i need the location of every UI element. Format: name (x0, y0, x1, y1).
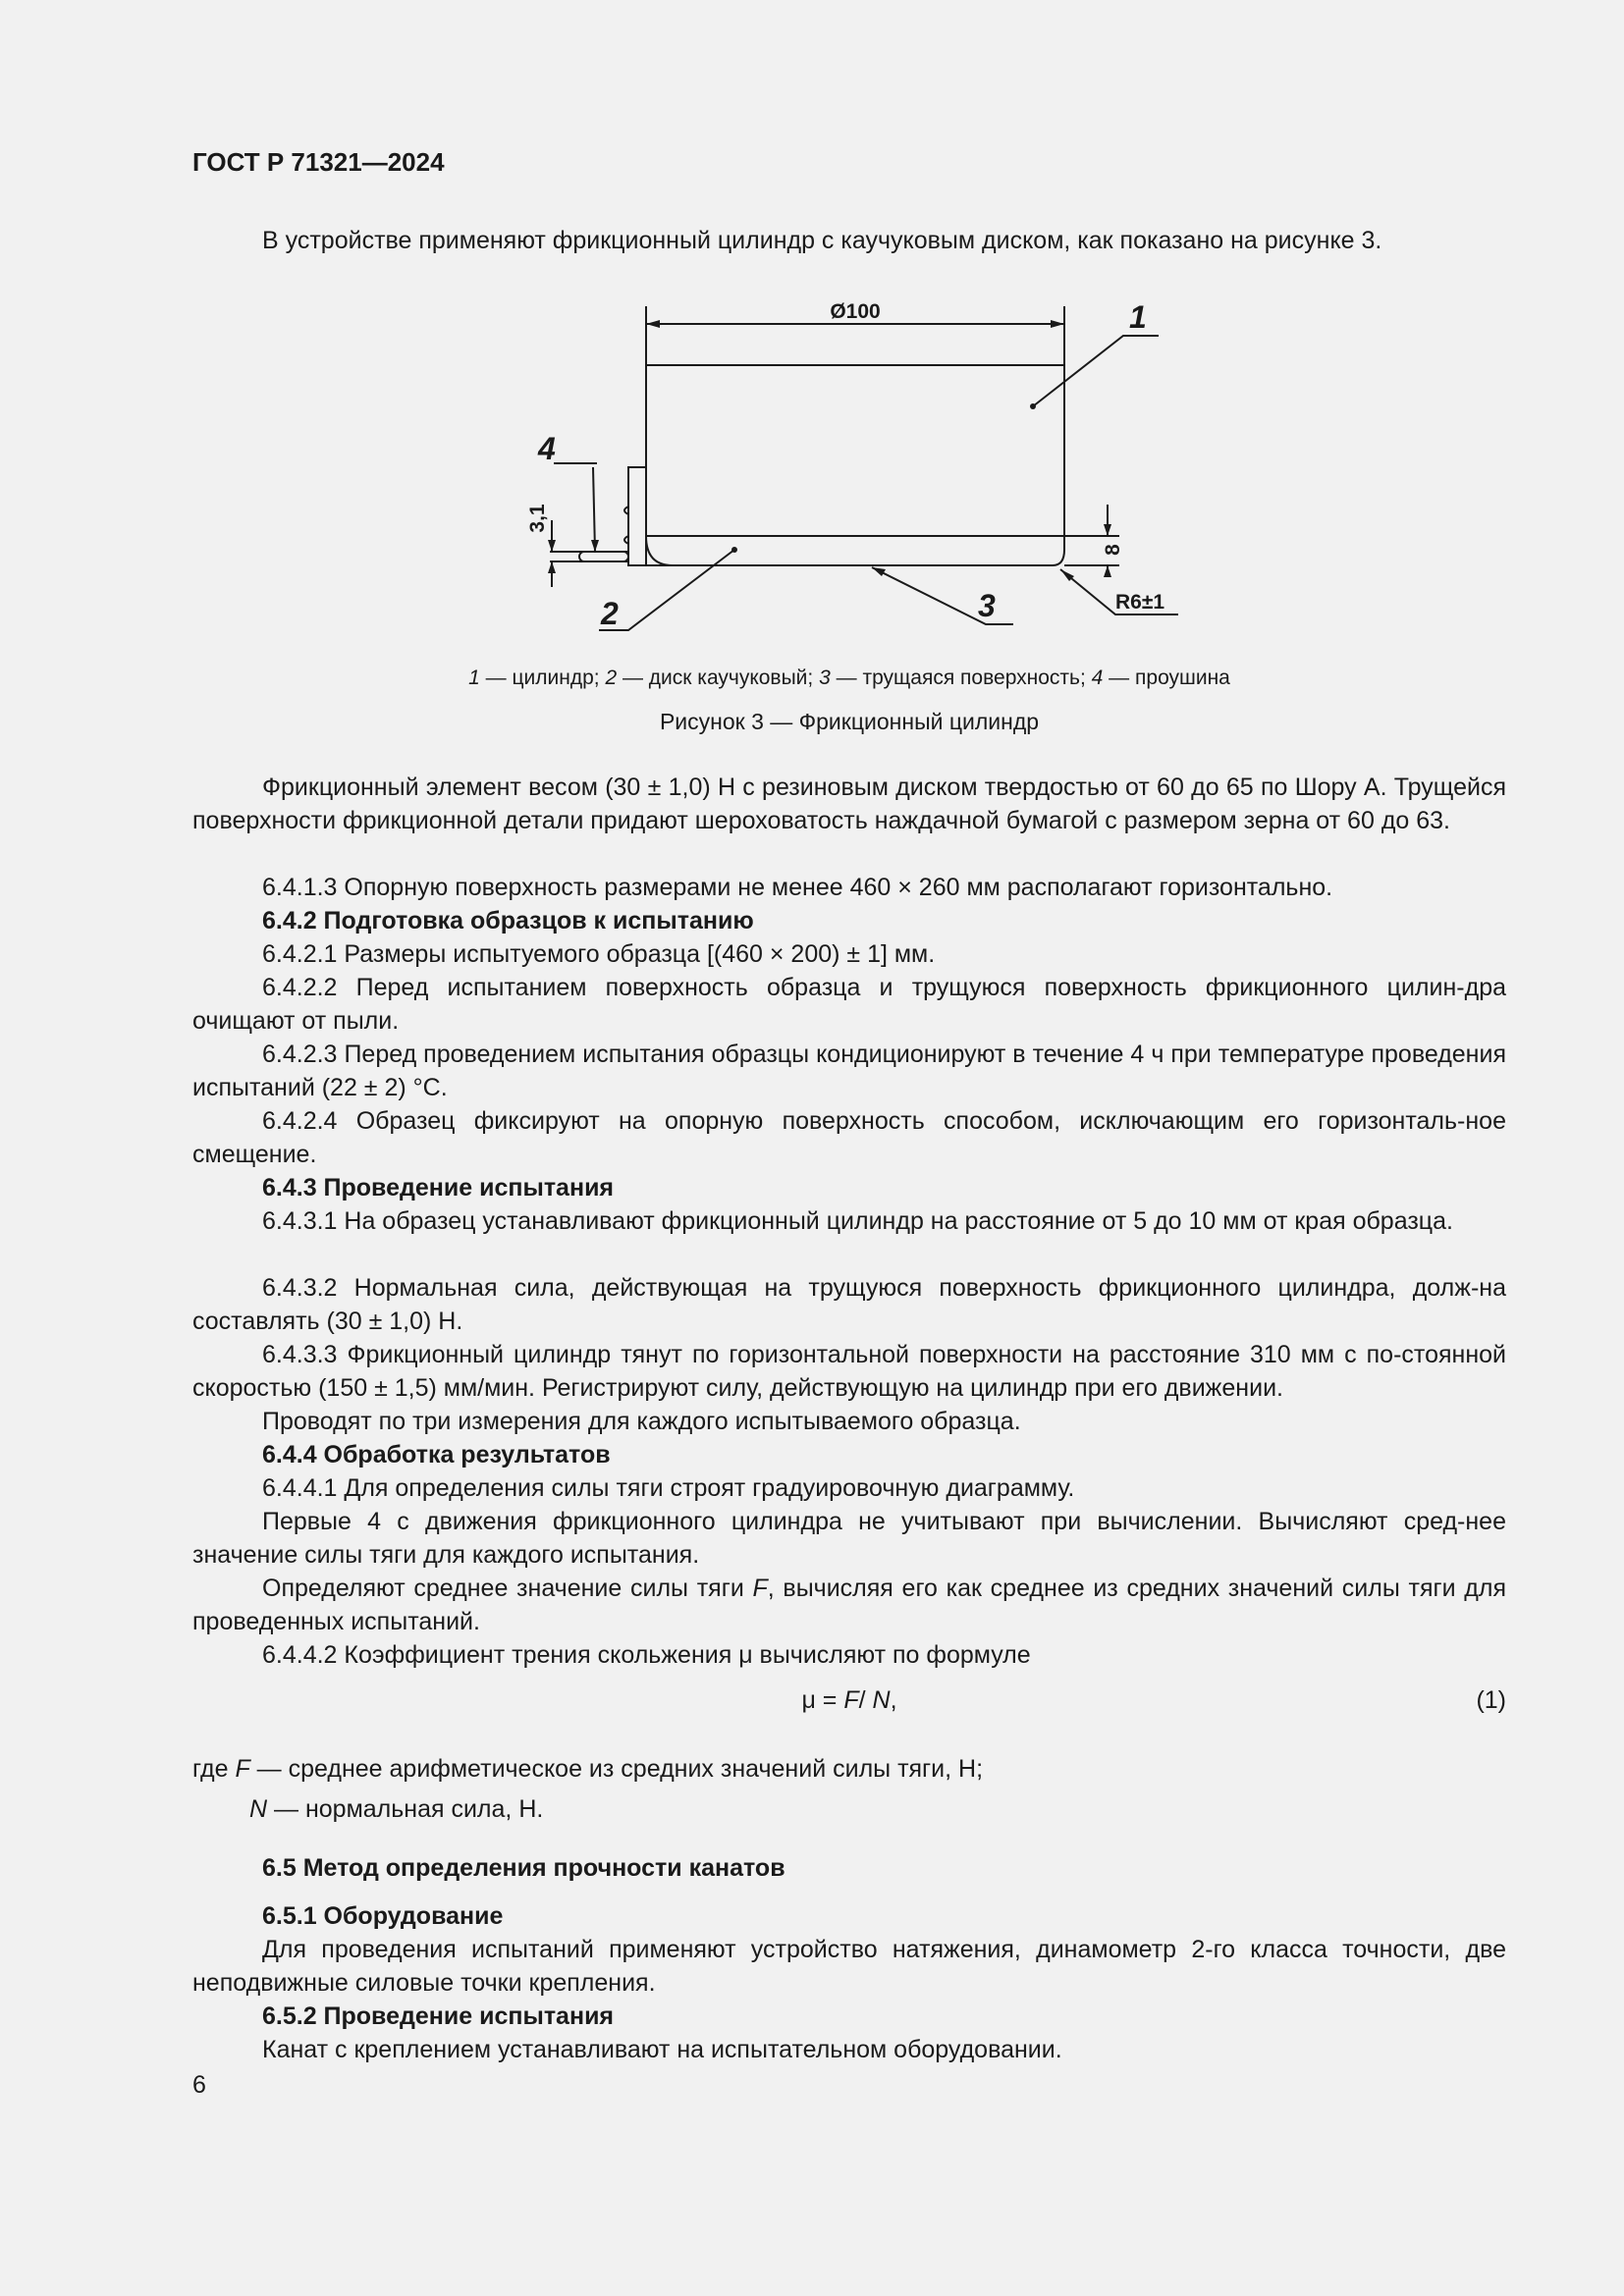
callout-2: 2 (601, 596, 619, 631)
paragraph-friction-element: Фрикционный элемент весом (30 ± 1,0) Н с резиновым диском твердостью от 60 до 65 по Шору А. Трущейся поверхности фрикционной детали придают шероховатость наждачной бумагой с размером зерна от 60 до 63. (192, 774, 1506, 834)
cylinder-body (646, 365, 1064, 536)
heading-6-5-2: 6.5.2 Проведение испытания (262, 2002, 615, 2030)
lug-plate (628, 467, 646, 565)
paragraph-6-4-1-3: 6.4.1.3 Опорную поверхность размерами не менее 460 × 260 мм располагают горизонтально. (262, 874, 1333, 901)
paragraph-6-4-2-1: 6.4.2.1 Размеры испытуемого образца [(460 × 200) ± 1] мм. (262, 940, 936, 968)
dim-diameter: Ø100 (830, 300, 881, 323)
paragraph-6-4-3-1: 6.4.3.1 На образец устанавливают фрикционный цилиндр на расстояние от 5 до 10 мм от края образца. (262, 1207, 1453, 1235)
formula-1: μ = F/ N, (801, 1686, 897, 1714)
leader-1 (1033, 336, 1159, 406)
document-header: ГОСТ Р 71321—2024 (192, 147, 445, 177)
paragraph-6-4-2-4: 6.4.2.4 Образец фиксируют на опорную поверхность способом, исключающим его горизонталь-ное смещение. (192, 1107, 1506, 1168)
paragraph-6-4-2-2: 6.4.2.2 Перед испытанием поверхность образца и трущуюся поверхность фрикционного цилин-дра очищают от пыли. (192, 974, 1506, 1035)
formula-number: (1) (1476, 1686, 1506, 1714)
heading-6-4-2: 6.4.2 Подготовка образцов к испытанию (262, 907, 754, 934)
paragraph-6-4-4-1: 6.4.4.1 Для определения силы тяги строят градуировочную диаграмму. (262, 1474, 1075, 1502)
where-N: N — нормальная сила, Н. (249, 1795, 544, 1823)
figure-legend: 1 — цилиндр; 2 — диск каучуковый; 3 — трущаяся поверхность; 4 — проушина (468, 667, 1230, 689)
page-number: 6 (192, 2071, 206, 2099)
rubber-disk (646, 536, 1064, 565)
callout-1: 1 (1129, 299, 1147, 335)
dim-3: 3,1 (526, 504, 549, 533)
paragraph-6-5-2: Канат с креплением устанавливают на испытательном оборудовании. (262, 2036, 1062, 2063)
paragraph-6-4-2-3: 6.4.2.3 Перед проведением испытания образцы кондиционируют в течение 4 ч при температуре проведения испытаний (22 ± 2) °С. (192, 1041, 1506, 1101)
intro-paragraph: В устройстве применяют фрикционный цилиндр с каучуковым диском, как показано на рисунке 3. (262, 227, 1382, 254)
paragraph-6-4-4-2: 6.4.4.2 Коэффициент трения скольжения μ вычисляют по формуле (262, 1641, 1031, 1669)
dim-radius: R6±1 (1115, 591, 1165, 614)
callout-4: 4 (538, 431, 556, 466)
paragraph-6-4-3-3: 6.4.3.3 Фрикционный цилиндр тянут по горизонтальной поверхности на расстояние 310 мм с по-стоянной скоростью (150 ± 1,5) мм/мин. Регистрируют силу, действующую на цилиндр при его движении. (192, 1341, 1506, 1402)
paragraph-6-4-3-2: 6.4.3.2 Нормальная сила, действующая на трущуюся поверхность фрикционного цилиндра, долж-на составлять (30 ± 1,0) Н. (192, 1274, 1506, 1335)
leader-4 (593, 467, 595, 552)
heading-6-5-1: 6.5.1 Оборудование (262, 1902, 504, 1930)
lug-eye (579, 552, 628, 561)
paragraph-6-5-1: Для проведения испытаний применяют устройство натяжения, динамометр 2-го класса точности, две неподвижные силовые точки крепления. (192, 1936, 1506, 1997)
heading-6-4-4: 6.4.4 Обработка результатов (262, 1441, 611, 1468)
where-F: где F — среднее арифметическое из средних значений силы тяги, Н; (192, 1755, 984, 1783)
paragraph-first-4-seconds: Первые 4 с движения фрикционного цилиндра не учитывают при вычислении. Вычисляют сред-нее значение силы тяги для каждого испытания. (192, 1508, 1506, 1569)
dim-8: 8 (1102, 544, 1124, 556)
friction-cylinder-figure (511, 285, 1178, 648)
heading-6-4-3: 6.4.3 Проведение испытания (262, 1174, 615, 1201)
heading-6-5: 6.5 Метод определения прочности канатов (262, 1854, 785, 1882)
figure-caption: Рисунок 3 — Фрикционный цилиндр (659, 709, 1040, 734)
callout-3: 3 (978, 588, 996, 623)
paragraph-average-force: Определяют среднее значение силы тяги F, вычисляя его как среднее из средних значений силы тяги для проведенных испытаний. (192, 1575, 1507, 1635)
paragraph-three-measurements: Проводят по три измерения для каждого испытываемого образца. (262, 1408, 1021, 1435)
